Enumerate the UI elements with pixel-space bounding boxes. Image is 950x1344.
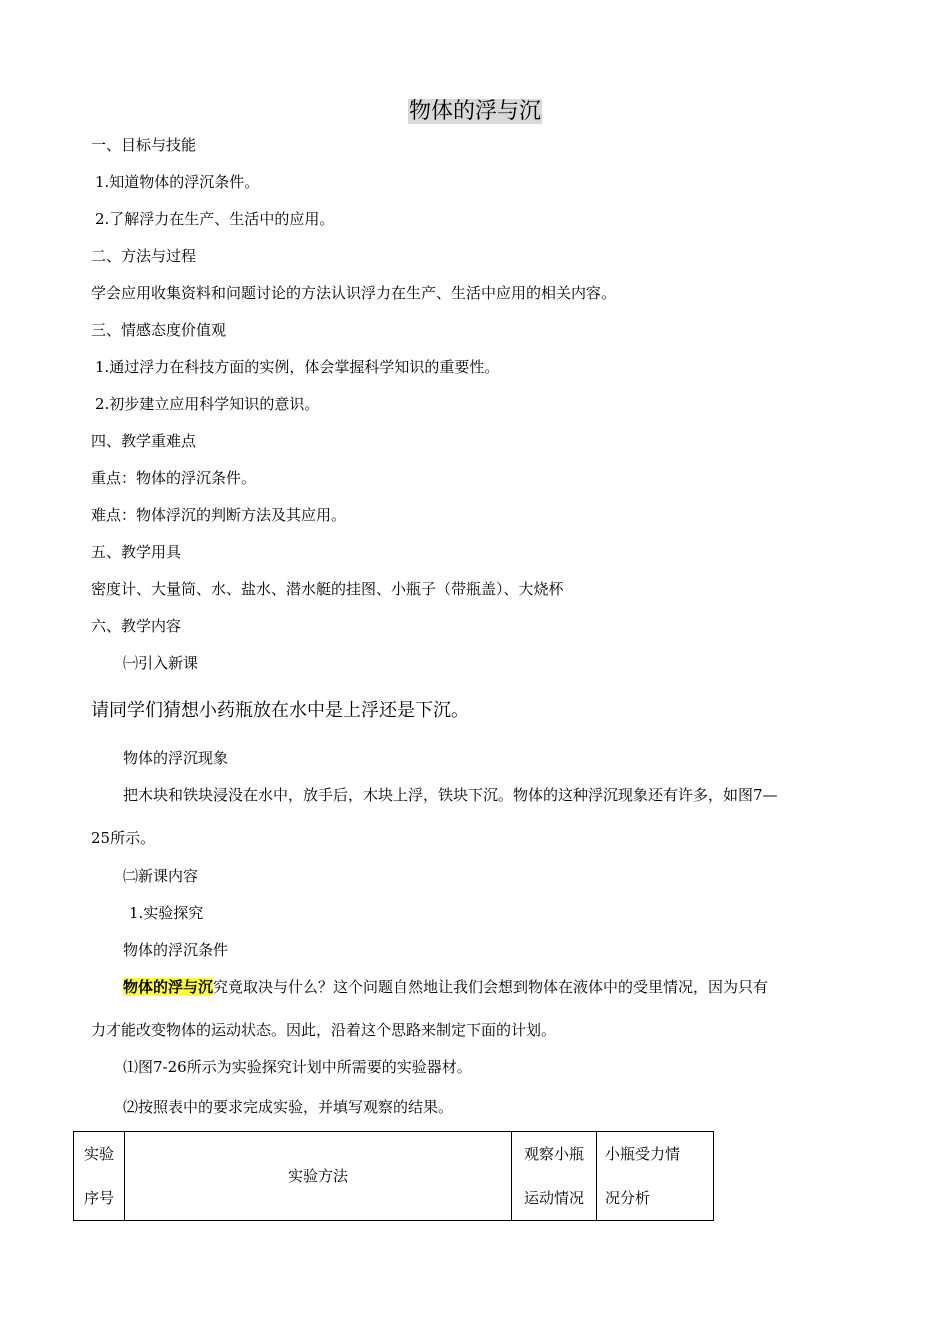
paragraph: 把木块和铁块浸没在水中，放手后，木块上浮，铁块下沉。物体的这种浮沉现象还有许多，如图7— [123, 786, 778, 804]
paragraph: 1.实验探究 [129, 904, 204, 922]
table-header-cell: 实验 序号 [74, 1132, 125, 1221]
section-heading: 二、方法与过程 [91, 247, 197, 265]
paragraph: 25所示。 [91, 829, 156, 847]
paragraph: ⑵按照表中的要求完成实验，并填写观察的结果。 [123, 1098, 454, 1116]
paragraph: 物体的浮与沉究竟取决与什么？这个问题自然地让我们会想到物体在液体中的受里情况，因为只有 [123, 978, 769, 996]
paragraph: 物体的浮沉条件 [123, 941, 229, 959]
table-header-cell: 实验方法 [125, 1132, 512, 1221]
paragraph: 重点：物体的浮沉条件。 [91, 469, 257, 487]
paragraph: 力才能改变物体的运动状态。因此，沿着这个思路来制定下面的计划。 [91, 1021, 557, 1039]
paragraph-large: 请同学们猜想小药瓶放在水中是上浮还是下沉。 [91, 700, 469, 721]
paragraph: 学会应用收集资料和问题讨论的方法认识浮力在生产、生活中应用的相关内容。 [91, 284, 617, 302]
subsection-heading: ㈡新课内容 [123, 867, 199, 885]
highlighted-text: 物体的浮与沉 [123, 978, 214, 996]
table-header-cell: 小瓶受力情 况分析 [597, 1132, 714, 1221]
paragraph: 密度计、大量筒、水、盐水、潜水艇的挂图、小瓶子（带瓶盖）、大烧杯 [91, 580, 564, 598]
subsection-heading: ㈠引入新课 [123, 654, 199, 672]
paragraph: 物体的浮沉现象 [123, 749, 229, 767]
paragraph: ⑴图7-26所示为实验探究计划中所需要的实验器材。 [123, 1058, 472, 1076]
paragraph: 2.初步建立应用科学知识的意识。 [95, 395, 320, 413]
paragraph: 1.通过浮力在科技方面的实例，体会掌握科学知识的重要性。 [95, 358, 500, 376]
table-header-cell: 观察小瓶 运动情况 [512, 1132, 597, 1221]
section-heading: 一、目标与技能 [91, 136, 197, 154]
section-heading: 三、情感态度价值观 [91, 321, 227, 339]
experiment-table [73, 1131, 714, 1221]
paragraph: 1.知道物体的浮沉条件。 [95, 173, 260, 191]
page-title: 物体的浮与沉 [408, 99, 541, 124]
section-heading: 四、教学重难点 [91, 432, 197, 450]
table-row [74, 1132, 714, 1221]
section-heading: 五、教学用具 [91, 543, 182, 561]
section-heading: 六、教学内容 [91, 617, 182, 635]
paragraph: 2.了解浮力在生产、生活中的应用。 [95, 210, 335, 228]
paragraph: 难点：物体浮沉的判断方法及其应用。 [91, 506, 347, 524]
